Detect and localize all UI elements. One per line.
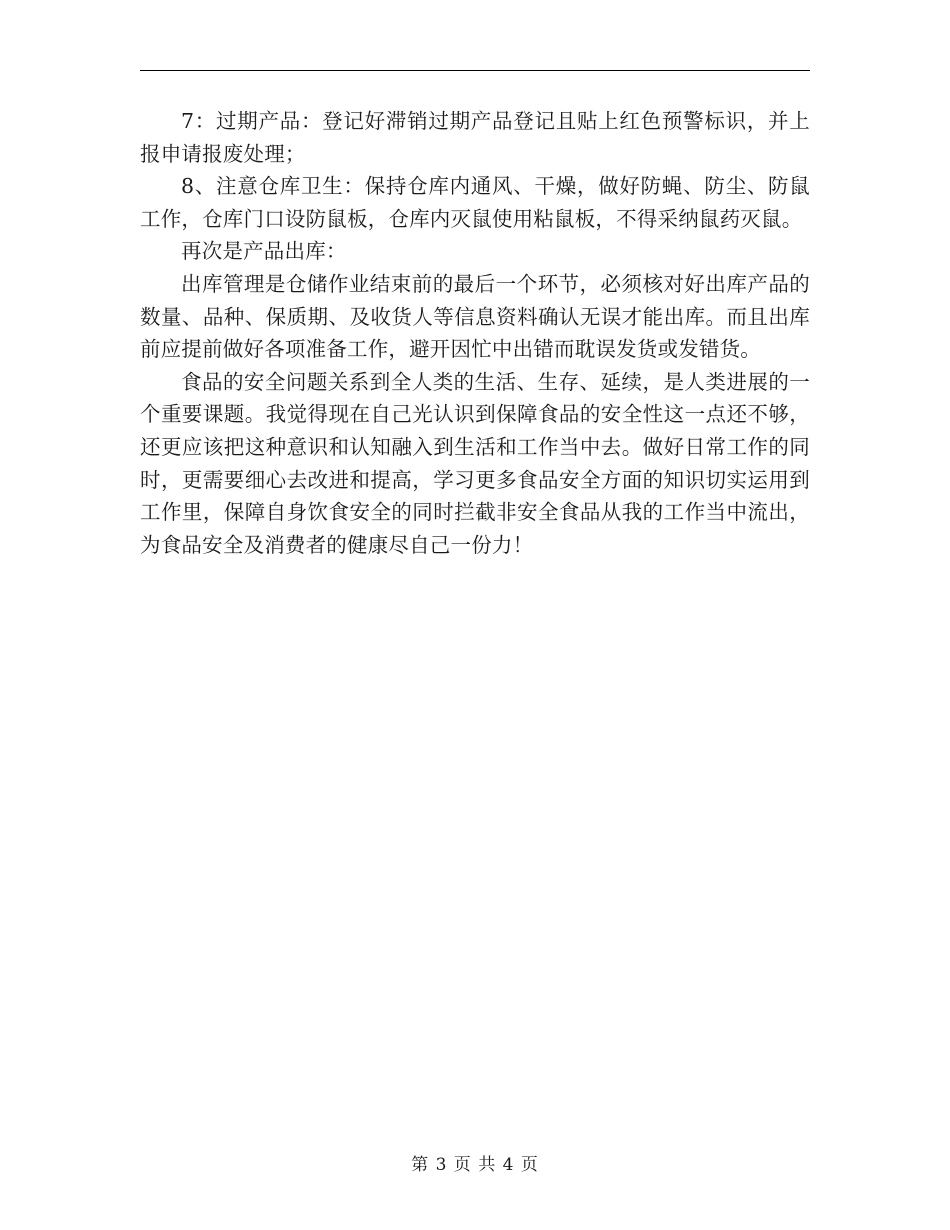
header-rule (140, 70, 810, 71)
paragraph-outbound-heading: 再次是产品出库： (181, 239, 347, 264)
page-number-label: 第 3 页 共 4 页 (411, 1155, 539, 1175)
paragraph-warehouse-hygiene: 8、注意仓库卫生：保持仓库内通风、干燥，做好防蝇、防尘、防鼠工作，仓库门口设防鼠板，仓库内灭鼠使用粘鼠板，不得采纳鼠药灭鼠。 (140, 174, 810, 231)
paragraph-food-safety-conclusion: 食品的安全问题关系到全人类的生活、生存、延续，是人类进展的一个重要课题。我觉得现在自己光认识到保障食品的安全性这一点还不够，还更应该把这种意识和认知融入到生活和工作当中去。做好日常工作的同时，更需要细心去改进和提高，学习更多食品安全方面的知识切实运用到工作里，保障自身饮食安全的同时拦截非安全食品从我的工作当中流出，为食品安全及消费者的健康尽自己一份力！ (140, 369, 810, 557)
paragraph-outbound-management: 出库管理是仓储作业结束前的最后一个环节，必须核对好出库产品的数量、品种、保质期、及收货人等信息资料确认无误才能出库。而且出库前应提前做好各项准备工作，避开因忙中出错而耽误发货或发错货。 (140, 271, 810, 362)
document-body (140, 105, 810, 561)
page-footer (0, 1153, 950, 1177)
paragraph-expired-products: 7：过期产品：登记好滞销过期产品登记且贴上红色预警标识，并上报申请报废处理； (140, 109, 810, 166)
